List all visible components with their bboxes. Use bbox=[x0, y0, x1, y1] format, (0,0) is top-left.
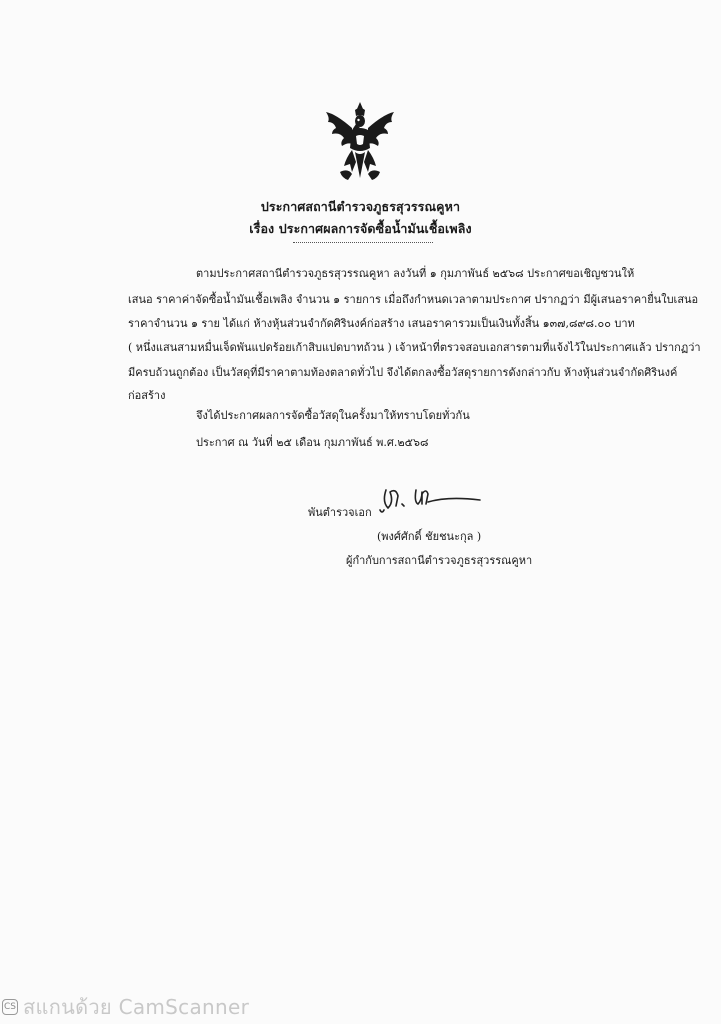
scanner-watermark bbox=[2, 995, 249, 1019]
handwritten-signature bbox=[372, 480, 484, 520]
signatory-position: ผู้กำกับการสถานีตำรวจภูธรสุวรรณคูหา bbox=[346, 554, 533, 567]
watermark-text: สแกนด้วย CamScanner bbox=[23, 995, 250, 1019]
dotted-divider bbox=[293, 242, 433, 243]
body-line-2: เสนอ ราคาค่าจัดซื้อน้ำมันเชื้อเพลิง จำนวน ๑ รายการ เมื่อถึงกำหนดเวลาตามประกาศ ปรากฏว่า มีผู้เสนอราคายื่นใบเสนอ bbox=[128, 293, 699, 306]
body-line-1: ตามประกาศสถานีตำรวจภูธรสุวรรณคูหา ลงวันที่ ๑ กุมภาพันธ์ ๒๕๖๘ ประกาศขอเชิญชวนให้ bbox=[196, 267, 635, 280]
announcement-date: ประกาศ ณ วันที่ ๒๕ เดือน กุมภาพันธ์ พ.ศ.๒๕๖๘ bbox=[196, 436, 429, 449]
camscanner-logo-icon: CS bbox=[2, 999, 18, 1015]
body-line-4: ( หนึ่งแสนสามหมื่นเจ็ดพันแปดร้อยเก้าสิบแปดบาทถ้วน ) เจ้าหน้าที่ตรวจสอบเอกสารตามที่แจ้งไว้ในประกาศแล้ว ปรากฏว่า bbox=[128, 341, 701, 354]
body-line-5: มีครบถ้วนถูกต้อง เป็นวัสดุที่มีราคาตามท้องตลาดทั่วไป จึงได้ตกลงซื้อวัสดุรายการดังกล่าวกับ ห้างหุ้นส่วนจำกัดศิรินงค์ bbox=[128, 366, 678, 379]
body-line-6: ก่อสร้าง bbox=[128, 389, 166, 402]
garuda-emblem-icon bbox=[322, 100, 398, 182]
announcement-title: ประกาศสถานีตำรวจภูธรสุวรรณคูหา bbox=[260, 199, 461, 214]
signatory-rank: พันตำรวจเอก bbox=[308, 506, 372, 519]
closing-statement: จึงได้ประกาศผลการจัดซื้อวัสดุในครั้งมาให้ทราบโดยทั่วกัน bbox=[196, 409, 470, 422]
signatory-name: (พงศ์ศักดิ์ ชัยชนะกุล ) bbox=[377, 530, 482, 543]
body-line-3: ราคาจำนวน ๑ ราย ได้แก่ ห้างหุ้นส่วนจำกัดศิรินงค์ก่อสร้าง เสนอราคารวมเป็นเงินทั้งสิ้น ๑๓๗,๘๙๘.๐๐ บาท bbox=[128, 317, 635, 330]
announcement-subject: เรื่อง ประกาศผลการจัดซื้อน้ำมันเชื้อเพลิง bbox=[249, 221, 472, 236]
